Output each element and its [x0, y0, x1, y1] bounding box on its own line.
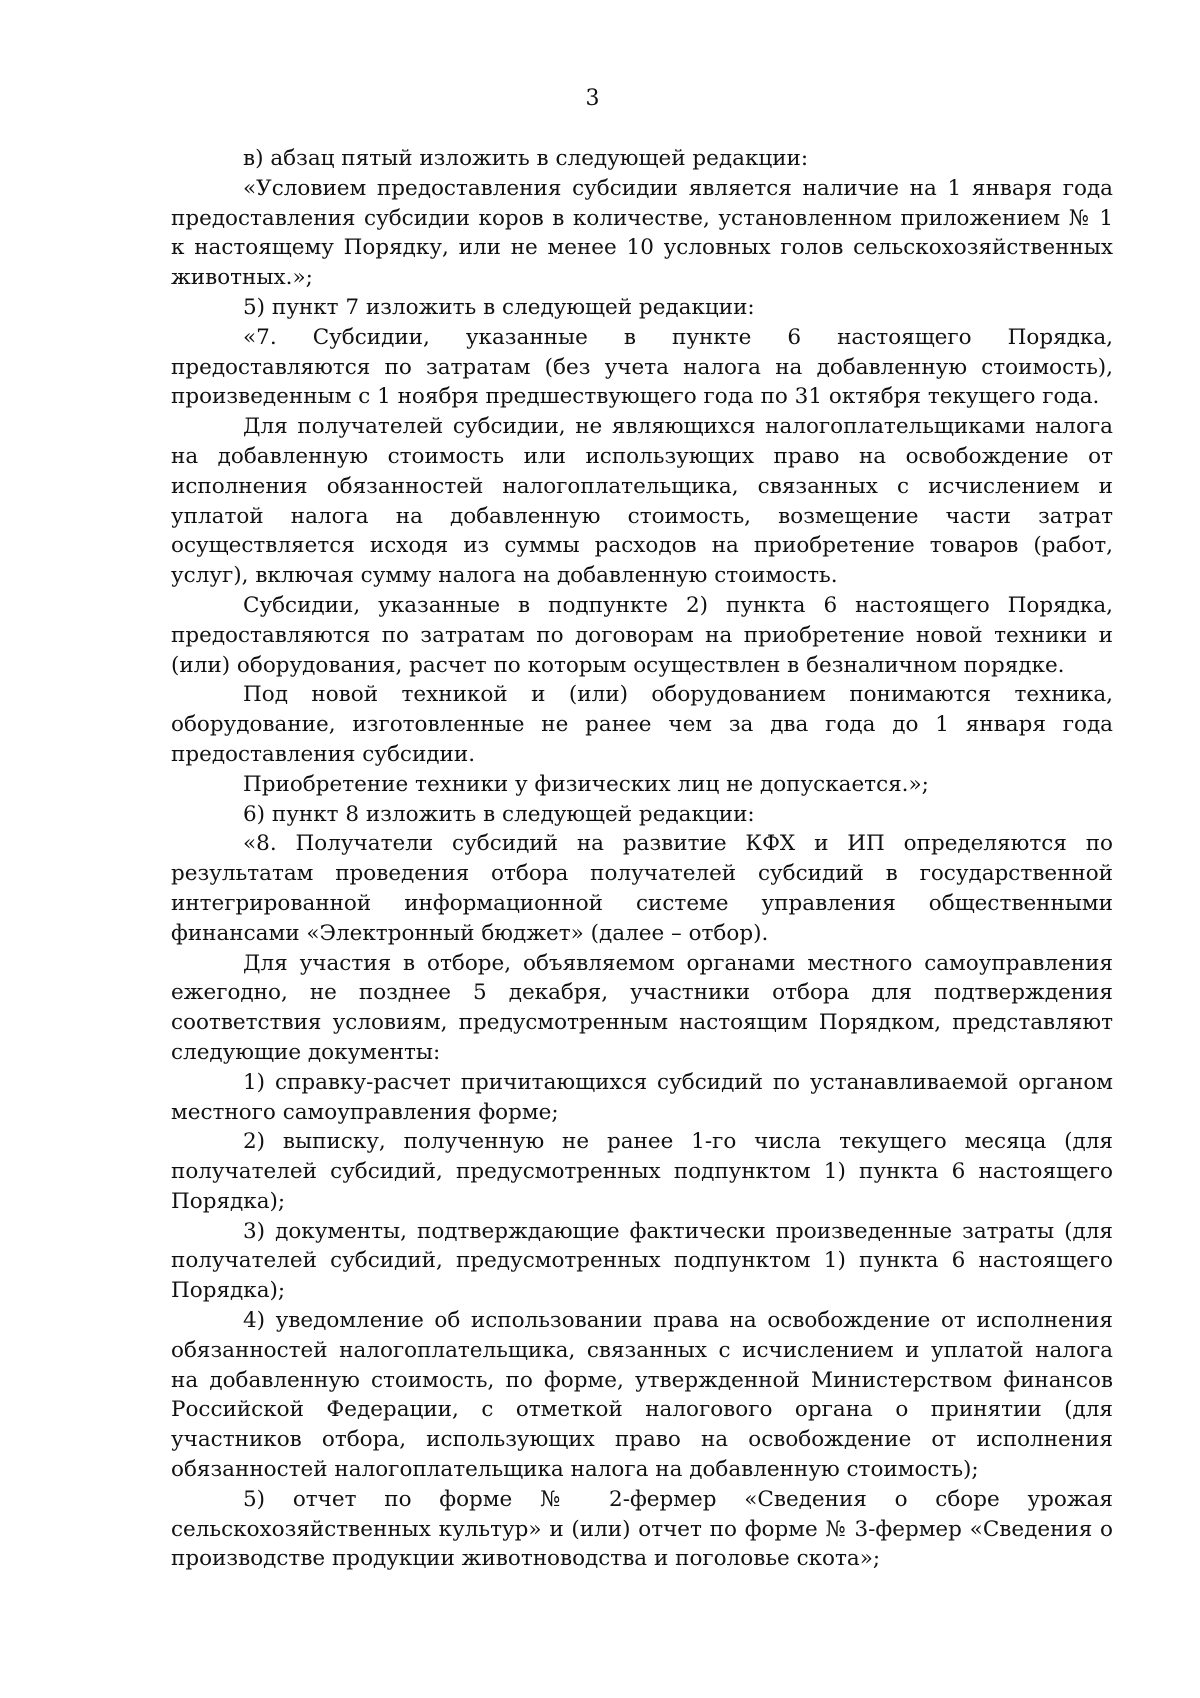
paragraph: в) абзац пятый изложить в следующей редакции: — [243, 146, 809, 171]
paragraph: 3) документы, подтверждающие фактически произведенные затраты (для получателей субсидий, предусмотренных подпунктом 1) пункта 6 настоящего Порядка); — [171, 1218, 1113, 1304]
document-body — [171, 144, 1113, 1574]
paragraph: 5) отчет по форме № 2-фермер «Сведения о сборе урожая сельскохозяйственных культур» и (или) отчет по форме № 3-фермер «Сведения о производстве продукции животноводства и поголовье скота»; — [171, 1486, 1113, 1572]
paragraph: 4) уведомление об использовании права на освобождение от исполнения обязанностей налогоплательщика, связанных с исчислением и уплатой налога на добавленную стоимость, по форме, утвержденной Министерством финансов Российской Федерации, с отметкой налогового органа о принятии (для участников отбора, использующих право на освобождение от исполнения обязанностей налогоплательщика налога на добавленную стоимость); — [171, 1308, 1113, 1483]
paragraph: «7. Субсидии, указанные в пункте 6 настоящего Порядка, предоставляются по затратам (без учета налога на добавленную стоимость), произведенным с 1 ноября предшествующего года по 31 октября текущего года. — [171, 324, 1113, 410]
paragraph: Приобретение техники у физических лиц не допускается.»; — [243, 771, 929, 797]
paragraph: 6) пункт 8 изложить в следующей редакции: — [243, 801, 755, 827]
paragraph: 5) пункт 7 изложить в следующей редакции: — [243, 294, 755, 320]
paragraph: 1) справку-расчет причитающихся субсидий по устанавливаемой органом местного самоуправления форме; — [171, 1069, 1113, 1125]
paragraph: 2) выписку, полученную не ранее 1-го числа текущего месяца (для получателей субсидий, предусмотренных подпунктом 1) пункта 6 настоящего Порядка); — [171, 1129, 1113, 1214]
page-number: 3 — [585, 86, 600, 111]
paragraph: Для участия в отборе, объявляемом органами местного самоуправления ежегодно, не позднее 5 декабря, участники отбора для подтверждения соответствия условиям, предусмотренным настоящим Порядком, представляют следующие документы: — [171, 950, 1113, 1065]
paragraph: «8. Получатели субсидий на развитие КФХ и ИП определяются по результатам проведения отбора получателей субсидий в государственной интегрированной информационной системе управления общественными финансами «Электронный бюджет» (далее – отбор). — [171, 831, 1113, 946]
paragraph: Для получателей субсидии, не являющихся налогоплательщиками налога на добавленную стоимость или использующих право на освобождение от исполнения обязанностей налогоплательщика, связанных с исчислением и уплатой налога на добавленную стоимость, возмещение части затрат осуществляется исходя из суммы расходов на приобретение товаров (работ, услуг), включая сумму налога на добавленную стоимость. — [171, 414, 1113, 589]
paragraph: Под новой техникой и (или) оборудованием понимаются техника, оборудование, изготовленные не ранее чем за два года до 1 января года предоставления субсидии. — [171, 682, 1113, 767]
paragraph: «Условием предоставления субсидии является наличие на 1 января года предоставления субсидии коров в количестве, установленном приложением № 1 к настоящему Порядку, или не менее 10 условных голов сельскохозяйственных животных.»; — [171, 175, 1113, 291]
paragraph: Субсидии, указанные в подпункте 2) пункта 6 настоящего Порядка, предоставляются по затратам по договорам на приобретение новой техники и (или) оборудования, расчет по которым осуществлен в безналичном порядке. — [171, 592, 1113, 678]
